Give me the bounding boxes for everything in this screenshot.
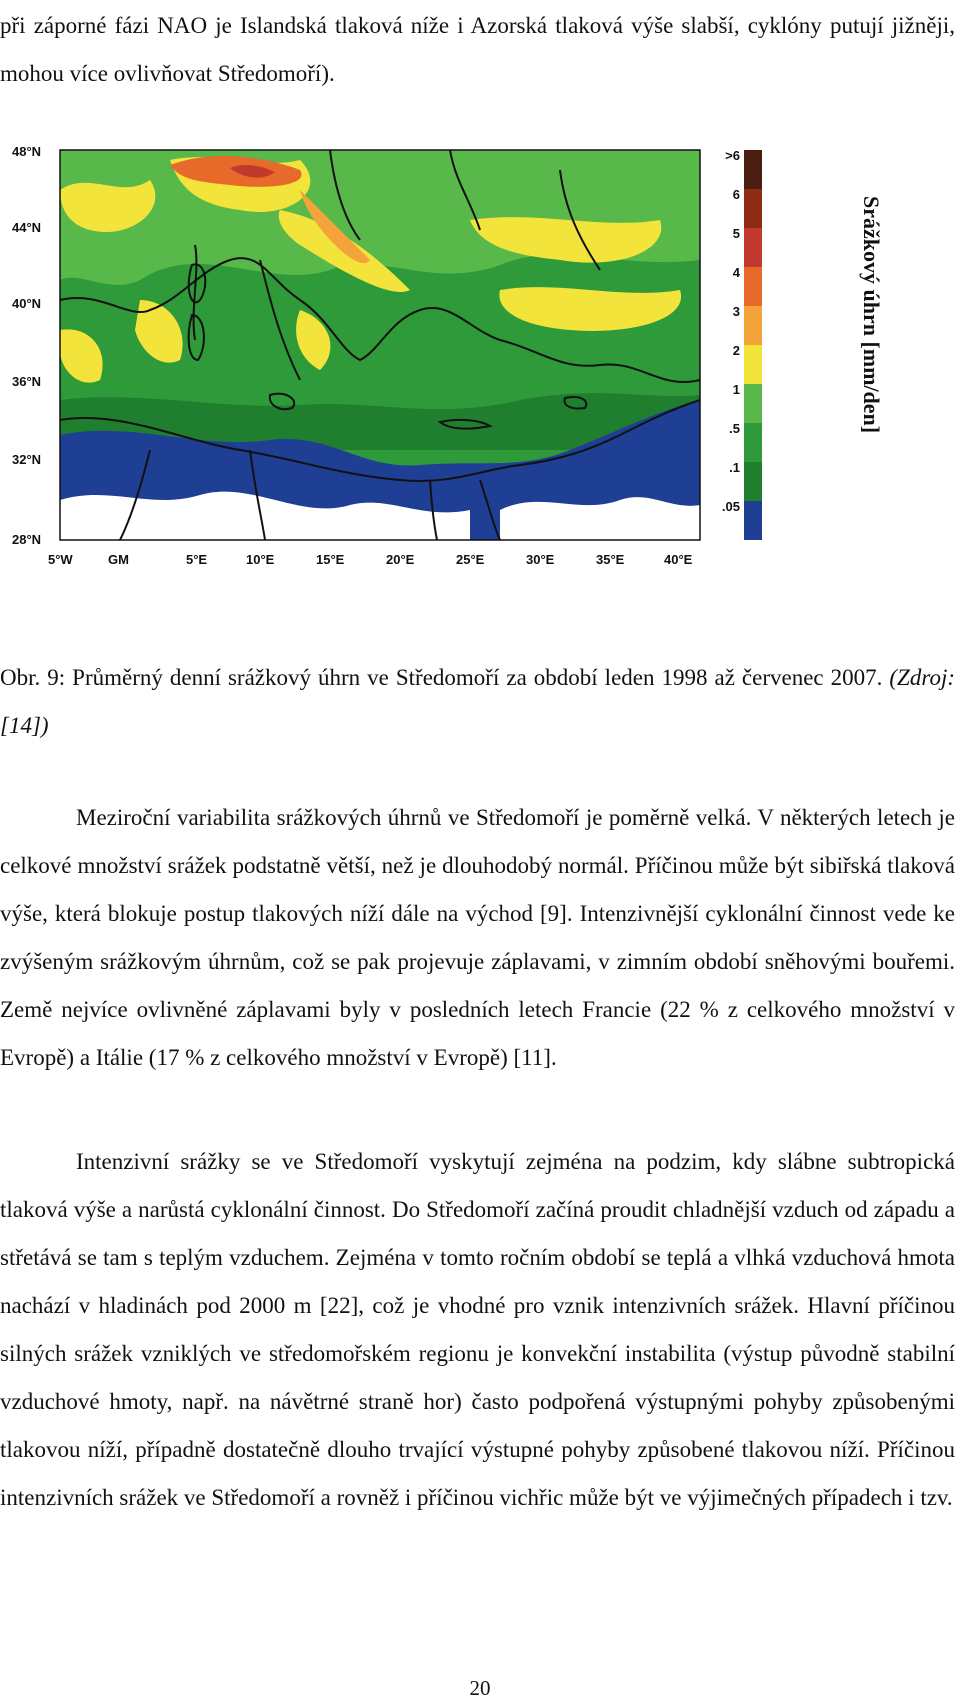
lon-label: 10°E [246,552,275,567]
legend-swatch [744,189,762,228]
legend-swatch [744,423,762,462]
legend-label: 1 [732,382,740,397]
lon-label: 5°W [48,552,73,567]
lat-label: 28°N [12,532,42,547]
legend-swatch [744,228,762,267]
legend-label: 6 [732,187,740,202]
figure-caption [0,654,955,750]
legend-swatch [744,267,762,306]
legend-label: 3 [732,304,740,319]
caption-text: Obr. 9: Průměrný denní srážkový úhrn ve Středomoří za období leden 1998 až červenec 2007. [0,665,890,690]
legend-swatch [744,306,762,345]
precipitation-map-figure [0,144,884,630]
legend-swatch [744,150,762,189]
lat-label: 48°N [12,144,42,159]
lon-label: 35°E [596,552,625,567]
lat-label: 32°N [12,452,42,467]
legend-label: .1 [729,460,740,475]
legend-swatch [744,501,762,540]
intro-paragraph: při záporné fázi NAO je Islandská tlaková níže i Azorská tlaková výše slabší, cyklóny putují jižněji, mohou více ovlivňovat Středomoří). [0,13,955,86]
legend-label: 5 [732,226,740,241]
legend-title: Srážkový úhrn [mm/den] [859,196,884,434]
precipitation-map [0,144,884,630]
body-paragraph-2: Intenzivní srážky se ve Středomoří vyskytují zejména na podzim, kdy slábne subtropická tlaková výše a narůstá cyklonální činnost. Do Středomoří začíná proudit chladnější vzduch od západu a střetává se tam s teplým vzduchem. Zejména v tomto ročním období se teplá a vlhká vzduchová hmota nachází v hladinách pod 2000 m [22], což je vhodné pro vznik intenzivních srážek. Hlavní příčinou silných srážek vzniklých ve středomořském regionu je konvekční instabilita (výstup původně stabilní vzduchové hmoty, např. na návětrné straně hor) často podpořená výstupnými pohyby způsobenými tlakovou níží, případně dostatečně dlouho trvající výstupné pohyby způsobené tlakovou níží. Příčinou intenzivních srážek ve Středomoří a rovněž i příčinou vichřic může být ve výjimečných případech i tzv. [0,1149,955,1510]
legend-label: 4 [732,265,740,280]
lon-label: 30°E [526,552,555,567]
legend-label: .5 [729,421,740,436]
lon-label: GM [108,552,129,567]
legend-label: 2 [732,343,740,358]
lat-label: 36°N [12,374,42,389]
legend-swatch [744,384,762,423]
lon-label: 5°E [186,552,208,567]
lat-label: 40°N [12,296,42,311]
legend-color-bar [744,150,762,540]
body-paragraph-1: Meziroční variabilita srážkových úhrnů ve Středomoří je poměrně velká. V některých letech je celkové množství srážek podstatně větší, než je dlouhodobý normál. Příčinou může být sibiřská tlaková výše, která blokuje postup tlakových níží dále na východ [9]. Intenzivnější cyklonální činnost vede ke zvýšeným srážkovým úhrnům, což se pak projevuje záplavami, v zimním období sněhovými bouřemi. Země nejvíce ovlivněné záplavami byly v posledních letech Francie (22 % z celkového množství v Evropě) a Itálie (17 % z celkového množství v Evropě) [11]. [0,805,955,1070]
lon-label: 40°E [664,552,693,567]
caption-source: (Zdroj: [14]) [0,665,955,738]
page-number: 20 [469,1676,491,1700]
legend-swatch [744,462,762,501]
lat-label: 44°N [12,220,42,235]
legend-label: .05 [721,499,740,514]
legend-label: >6 [725,148,740,163]
lon-label: 15°E [316,552,345,567]
map-raster [60,150,700,540]
legend-swatch [744,345,762,384]
lon-label: 25°E [456,552,485,567]
legend-labels [722,148,741,514]
lon-label: 20°E [386,552,415,567]
